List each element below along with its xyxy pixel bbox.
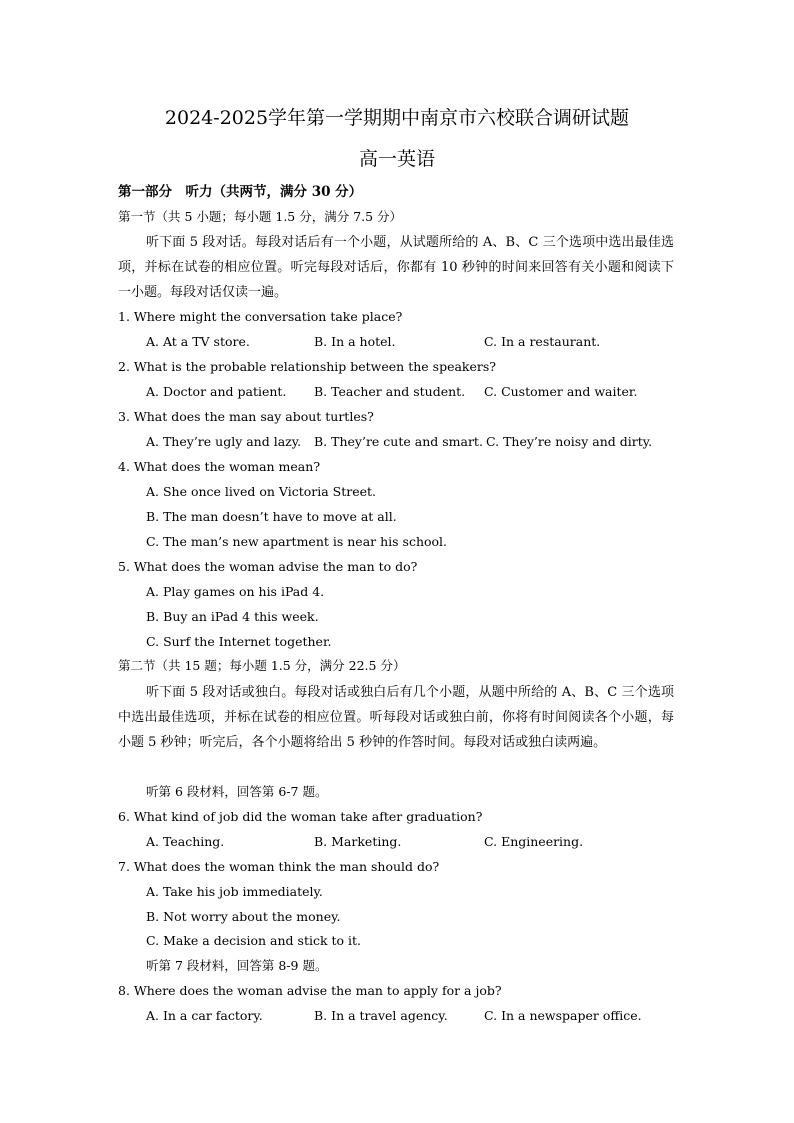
material-note: 听第 7 段材料，回答第 8-9 题。 <box>146 958 328 973</box>
option-a: A. At a TV store. <box>146 334 250 349</box>
section1-heading: 第一节（共 5 小题；每小题 1.5 分，满分 7.5 分） <box>118 209 403 224</box>
exam-title: 2024-2025学年第一学期期中南京市六校联合调研试题 <box>164 107 630 129</box>
option-c: C. In a newspaper office. <box>484 1008 642 1023</box>
option-a: A. Doctor and patient. <box>146 384 287 399</box>
material-note: 听第 6 段材料，回答第 6-7 题。 <box>146 784 328 799</box>
option-b: B. In a hotel. <box>314 334 396 349</box>
option-b: B. Teacher and student. <box>314 384 466 399</box>
option-b: B. Marketing. <box>314 834 402 849</box>
question-stem: 2. What is the probable relationship between the speakers? <box>118 359 496 374</box>
option-a: A. She once lived on Victoria Street. <box>146 484 376 499</box>
option-a: A. Take his job immediately. <box>146 884 323 899</box>
question-stem: 6. What kind of job did the woman take after graduation? <box>118 809 483 824</box>
exam-subtitle: 高一英语 <box>358 148 435 170</box>
options-row <box>146 432 706 452</box>
option-a: A. In a car factory. <box>146 1008 263 1023</box>
question-stem: 3. What does the man say about turtles? <box>118 409 374 424</box>
section2-heading: 第二节（共 15 题；每小题 1.5 分，满分 22.5 分） <box>118 658 406 673</box>
option-c: C. Make a decision and stick to it. <box>146 933 362 948</box>
option-c: C. They’re noisy and dirty. <box>486 434 653 449</box>
options-row <box>146 1006 706 1026</box>
question-stem: 7. What does the woman think the man should do? <box>118 859 440 874</box>
question-stem: 5. What does the woman advise the man to do? <box>118 559 418 574</box>
part1-heading: 第一部分 听力（共两节，满分 30 分） <box>118 184 363 200</box>
option-a: A. They’re ugly and lazy. <box>146 434 302 449</box>
option-b: B. The man doesn’t have to move at all. <box>146 509 397 524</box>
question-stem: 1. Where might the conversation take place? <box>118 309 403 324</box>
options-row <box>146 332 706 352</box>
options-row <box>146 382 706 402</box>
option-a: A. Play games on his iPad 4. <box>146 584 325 599</box>
section1-instructions: 听下面 5 段对话。每段对话后有一个小题，从试题所给的 A、B、C 三个选项中选出最佳选项，并标在试卷的相应位置。听完每段对话后，你都有 10 秒钟的时间来回答有关小题和阅读下一小题。每段对话仅读一遍。 <box>118 235 674 300</box>
option-c: C. In a restaurant. <box>484 334 601 349</box>
question-stem: 8. Where does the woman advise the man to apply for a job? <box>118 983 502 998</box>
options-row <box>146 832 706 852</box>
section2-instructions: 听下面 5 段对话或独白。每段对话或独白后有几个小题，从题中所给的 A、B、C 三个选项中选出最佳选项，并标在试卷的相应位置。听每段对话或独白前，你将有时间阅读各个小题，每小题 5 秒钟；听完后，各个小题将给出 5 秒钟的作答时间。每段对话或独白读两遍。 <box>118 685 674 750</box>
option-c: C. Surf the Internet together. <box>146 634 332 649</box>
option-b: B. In a travel agency. <box>314 1008 448 1023</box>
option-b: B. Buy an iPad 4 this week. <box>146 609 319 624</box>
option-b: B. They’re cute and smart. <box>314 434 483 449</box>
option-c: C. Engineering. <box>484 834 584 849</box>
option-c: C. Customer and waiter. <box>484 384 638 399</box>
question-stem: 4. What does the woman mean? <box>118 459 321 474</box>
option-c: C. The man’s new apartment is near his school. <box>146 534 448 549</box>
option-b: B. Not worry about the money. <box>146 909 341 924</box>
option-a: A. Teaching. <box>146 834 225 849</box>
